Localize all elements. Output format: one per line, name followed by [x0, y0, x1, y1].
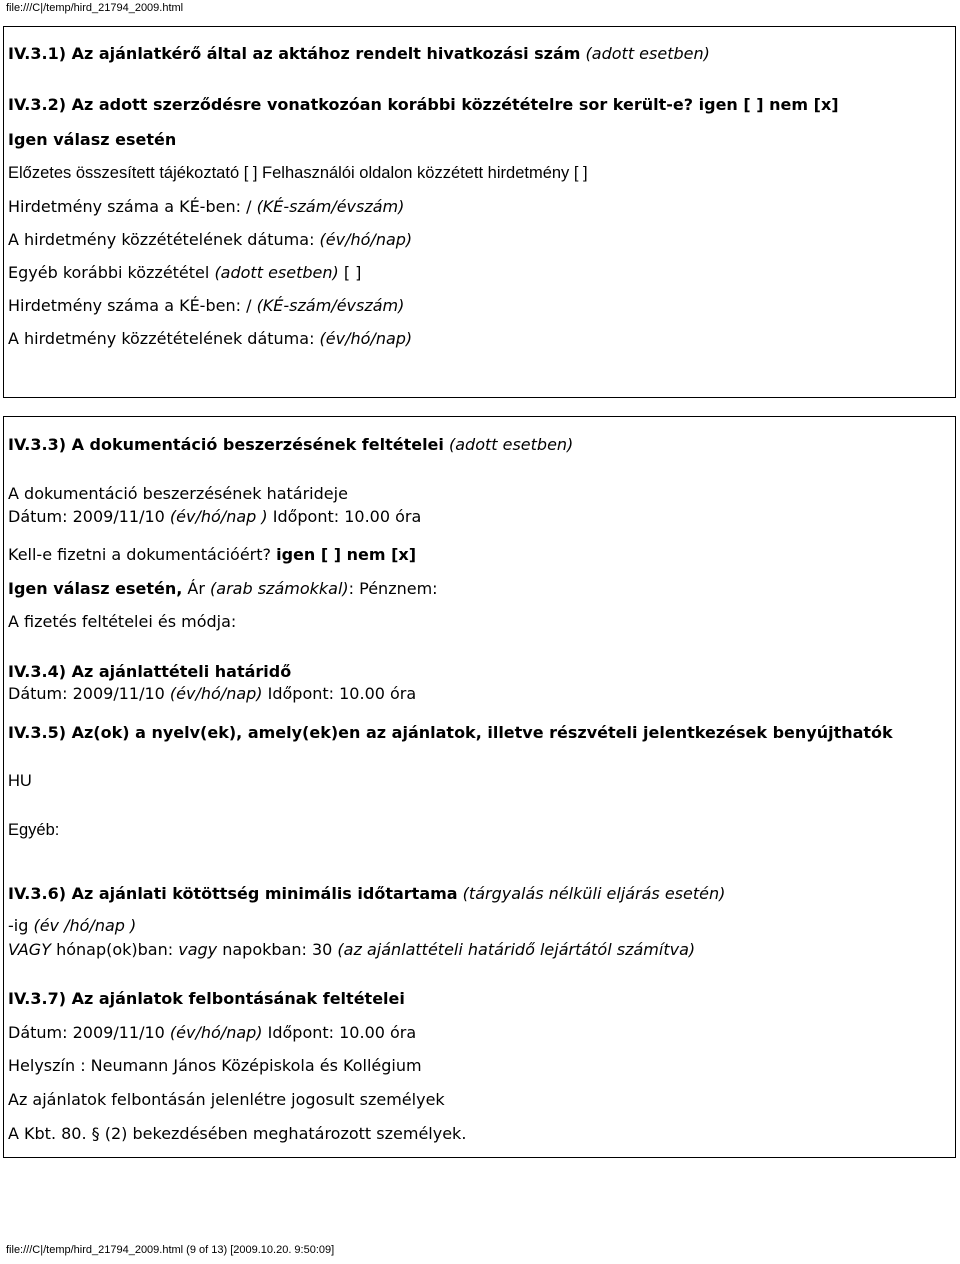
penznem-label: : Pénznem:	[348, 579, 438, 598]
kbt-line: A Kbt. 80. § (2) bekezdésében meghatározott személyek.	[8, 1124, 467, 1143]
honapokban-label: hónap(ok)ban:	[56, 940, 174, 959]
datum-value-3: Dátum: 2009/11/10	[8, 1023, 165, 1042]
ke-szam-format-1: (KÉ-szám/évszám)	[256, 197, 405, 216]
iv33-line	[8, 435, 573, 454]
adott-esetben-note: (adott esetben)	[214, 263, 339, 282]
datum-value-2: Dátum: 2009/11/10	[8, 684, 165, 703]
idopont-value-2: Időpont: 10.00 óra	[267, 684, 417, 703]
vagy-line	[8, 940, 695, 959]
iv35-heading: IV.3.5) Az(ok) a nyelv(ek), amely(ek)en az ajánlatok, illetve részvételi jelentkezések benyújthatók	[8, 723, 893, 742]
ar-label: Ár	[187, 579, 205, 598]
datum-format-2: (év/hó/nap)	[169, 684, 263, 703]
section-box-iv33-iv37	[3, 416, 956, 1158]
kell-fizetni-line	[8, 545, 416, 564]
ig-line	[8, 916, 136, 935]
header-url: file:///C|/temp/hird_21794_2009.html	[6, 2, 184, 14]
datum-label-2: A hirdetmény közzétételének dátuma:	[8, 329, 315, 348]
kell-fizetni-label: Kell-e fizetni a dokumentációért?	[8, 545, 272, 564]
datum-line-1	[8, 230, 412, 249]
datum-line-4	[8, 684, 416, 703]
ar-line	[8, 579, 438, 598]
helyszin-line: Helyszín : Neumann János Középiskola és Kollégium	[8, 1056, 422, 1075]
ig-prefix: -ig	[8, 916, 29, 935]
footer-url: file:///C|/temp/hird_21794_2009.html (9 of 13) [2009.10.20. 9:50:09]	[6, 1244, 335, 1256]
iv31-heading: IV.3.1) Az ajánlatkérő által az aktához rendelt hivatkozási szám	[8, 44, 581, 63]
igen-valasz-heading: Igen válasz esetén	[8, 130, 177, 149]
datum-format-3: (év/hó/nap)	[169, 1023, 263, 1042]
ig-format: (év /hó/nap )	[33, 916, 137, 935]
ke-szam-format-2: (KÉ-szám/évszám)	[256, 296, 405, 315]
iv34-heading: IV.3.4) Az ajánlattételi határidő	[8, 662, 292, 681]
iv36-note: (tárgyalás nélküli eljárás esetén)	[462, 884, 726, 903]
hirdetmeny-szama-line-1	[8, 197, 404, 216]
hirdetmeny-szama-line-2	[8, 296, 404, 315]
arab-note: (arab számokkal)	[210, 579, 349, 598]
iv36-line	[8, 884, 725, 903]
egyeb-korabbi-line	[8, 263, 361, 282]
evhonap-format-1: (év/hó/nap)	[319, 230, 413, 249]
iv32-line	[8, 95, 839, 114]
iv33-heading: IV.3.3) A dokumentáció beszerzésének feltételei	[8, 435, 444, 454]
jelenletre-line: Az ajánlatok felbontásán jelenlétre jogosult személyek	[8, 1090, 445, 1109]
datum-label-1: A hirdetmény közzétételének dátuma:	[8, 230, 315, 249]
fizetes-label: A fizetés feltételei és módja:	[8, 612, 237, 631]
datum-line-2	[8, 329, 412, 348]
iv36-heading: IV.3.6) Az ajánlati kötöttség minimális időtartama	[8, 884, 458, 903]
iv31-line	[8, 44, 710, 63]
idopont-value-3: Időpont: 10.00 óra	[267, 1023, 417, 1042]
elozetes-line: Előzetes összesített tájékoztató [ ] Felhasználói oldalon közzétett hirdetmény [ ]	[8, 164, 588, 182]
datum-format-1: (év/hó/nap )	[169, 507, 268, 526]
iv37-heading: IV.3.7) Az ajánlatok felbontásának feltételei	[8, 989, 405, 1008]
igen-nem-value: igen [ ] nem [x]	[276, 545, 417, 564]
evhonap-format-2: (év/hó/nap)	[319, 329, 413, 348]
igen-valasz-eseten-label: Igen válasz esetén,	[8, 579, 183, 598]
hirdetmeny-szama-label-2: Hirdetmény száma a KÉ-ben: /	[8, 296, 252, 315]
vagy-1: VAGY	[8, 940, 51, 959]
iv33-note: (adott esetben)	[448, 435, 574, 454]
egyeb-language-label: Egyéb:	[8, 821, 60, 839]
iv31-note: (adott esetben)	[585, 44, 710, 63]
egyeb-korabbi-label: Egyéb korábbi közzététel	[8, 263, 210, 282]
napokban-value: napokban: 30	[222, 940, 333, 959]
idopont-value-1: Időpont: 10.00 óra	[272, 507, 422, 526]
datum-line-5	[8, 1023, 416, 1042]
datum-line-3	[8, 507, 421, 526]
iv32-heading: IV.3.2) Az adott szerződésre vonatkozóan korábbi közzétételre sor került-e? igen [ ] nem [x]	[8, 95, 839, 114]
hirdetmeny-szama-label-1: Hirdetmény száma a KÉ-ben: /	[8, 197, 252, 216]
napokban-note: (az ajánlattételi határidő lejártától számítva)	[337, 940, 696, 959]
language-hu: HU	[8, 772, 32, 790]
hatarideje-label: A dokumentáció beszerzésének határideje	[8, 484, 348, 503]
egyeb-korabbi-checkbox: [ ]	[343, 263, 362, 282]
vagy-2: vagy	[178, 940, 218, 959]
datum-value-1: Dátum: 2009/11/10	[8, 507, 165, 526]
